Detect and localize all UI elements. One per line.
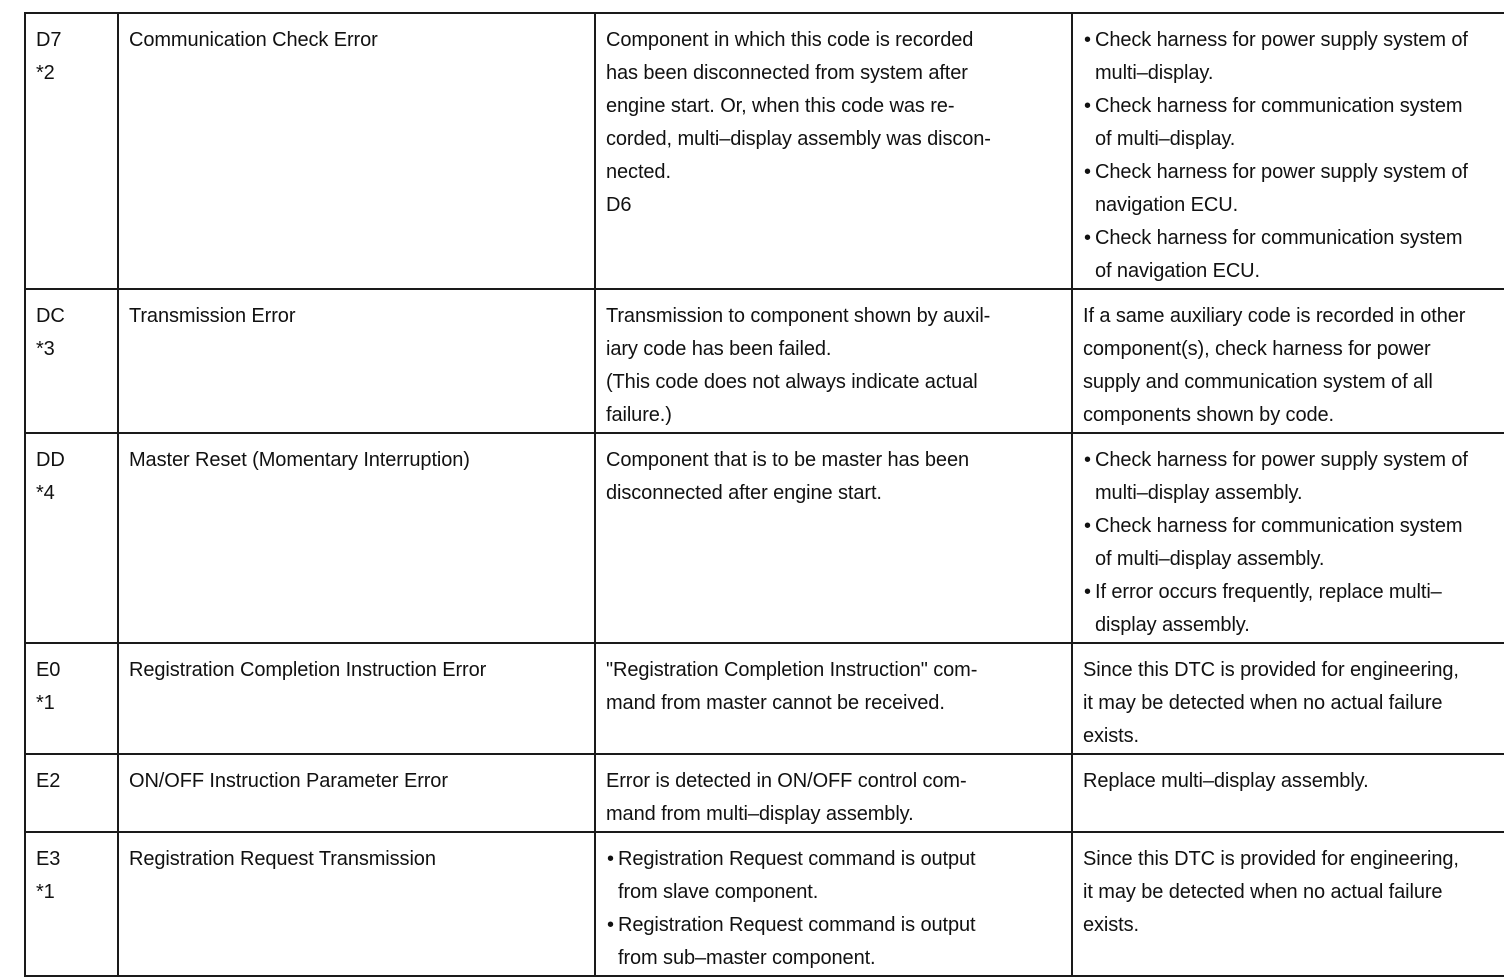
trouble-area-line: corded, multi–display assembly was discon- [606, 128, 991, 150]
remedy-line: Since this DTC is provided for engineering, [1083, 659, 1459, 681]
detection-item-cell [118, 754, 595, 832]
dtc-note: *1 [36, 881, 55, 903]
dtc-table-body [25, 13, 1504, 976]
remedy-line: of multi–display. [1095, 128, 1236, 150]
detection-item: Communication Check Error [129, 29, 378, 51]
remedy-line: Check harness for communication system [1095, 515, 1463, 537]
remedy-line: component(s), check harness for power [1083, 338, 1431, 360]
remedy-line: multi–display. [1095, 62, 1214, 84]
remedy-line: components shown by code. [1083, 404, 1334, 426]
dtc-table [24, 12, 1504, 977]
trouble-area-line: Registration Request command is output [618, 848, 976, 870]
remedy-line: exists. [1083, 725, 1139, 747]
dtc-code: E0 [36, 659, 61, 681]
detection-item: Registration Completion Instruction Error [129, 659, 487, 681]
dtc-code: DD [36, 449, 65, 471]
trouble-area-line: Component that is to be master has been [606, 449, 969, 471]
remedy-line: supply and communication system of all [1083, 371, 1433, 393]
trouble-area-line: disconnected after engine start. [606, 482, 882, 504]
dtc-note: *2 [36, 62, 55, 84]
detection-item-cell [118, 13, 595, 289]
dtc-code: E2 [36, 770, 61, 792]
remedy-line: it may be detected when no actual failure [1083, 881, 1443, 903]
remedy-bullet [1083, 510, 1504, 543]
remedy-line: of multi–display assembly. [1095, 548, 1325, 570]
trouble-area-line: iary code has been failed. [606, 338, 832, 360]
remedy-cell [1072, 754, 1504, 832]
bullet-icon: • [1084, 449, 1091, 471]
trouble-area-line: engine start. Or, when this code was re- [606, 95, 955, 117]
dtc-code-cell [25, 13, 118, 289]
trouble-area-line: mand from master cannot be received. [606, 692, 945, 714]
dtc-note: *1 [36, 692, 55, 714]
dtc-code-cell [25, 754, 118, 832]
trouble-area-cell [595, 433, 1072, 643]
remedy-line: multi–display assembly. [1095, 482, 1303, 504]
remedy-bullet [1083, 24, 1504, 57]
remedy-bullet [1083, 222, 1504, 255]
bullet-icon: • [607, 914, 614, 936]
detection-item: Transmission Error [129, 305, 296, 327]
bullet-icon: • [1084, 161, 1091, 183]
remedy-line: Check harness for communication system [1095, 227, 1463, 249]
trouble-area-line: Registration Request command is output [618, 914, 976, 936]
dtc-code: E3 [36, 848, 61, 870]
remedy-line: navigation ECU. [1095, 194, 1239, 216]
dtc-note: *3 [36, 338, 55, 360]
detection-item-cell [118, 433, 595, 643]
trouble-area-bullet [606, 909, 1061, 942]
remedy-cell [1072, 643, 1504, 754]
remedy-line: Check harness for power supply system of [1095, 449, 1468, 471]
remedy-line: If error occurs frequently, replace multi– [1095, 581, 1442, 603]
dtc-code: DC [36, 305, 65, 327]
remedy-line: Check harness for power supply system of [1095, 29, 1468, 51]
remedy-line: Replace multi–display assembly. [1083, 770, 1369, 792]
dtc-code-cell [25, 433, 118, 643]
bullet-icon: • [1084, 227, 1091, 249]
trouble-area-line: "Registration Completion Instruction" com- [606, 659, 978, 681]
remedy-cell [1072, 832, 1504, 976]
trouble-area-cell [595, 832, 1072, 976]
trouble-area-line: mand from multi–display assembly. [606, 803, 914, 825]
trouble-area-line: Component in which this code is recorded [606, 29, 974, 51]
remedy-line: Since this DTC is provided for engineering, [1083, 848, 1459, 870]
dtc-code-cell [25, 289, 118, 433]
remedy-line: Check harness for power supply system of [1095, 161, 1468, 183]
bullet-icon: • [1084, 581, 1091, 603]
trouble-area-line: from sub–master component. [618, 947, 876, 969]
bullet-icon: • [1084, 95, 1091, 117]
remedy-line: of navigation ECU. [1095, 260, 1260, 282]
remedy-line: it may be detected when no actual failure [1083, 692, 1443, 714]
table-row [25, 754, 1504, 832]
remedy-bullet [1083, 90, 1504, 123]
dtc-code-cell [25, 832, 118, 976]
detection-item: ON/OFF Instruction Parameter Error [129, 770, 448, 792]
trouble-area-line: nected. [606, 161, 671, 183]
trouble-area-cell [595, 643, 1072, 754]
bullet-icon: • [1084, 515, 1091, 537]
detection-item-cell [118, 289, 595, 433]
dtc-code-cell [25, 643, 118, 754]
detection-item-cell [118, 643, 595, 754]
bullet-icon: • [607, 848, 614, 870]
table-row [25, 289, 1504, 433]
trouble-area-cell [595, 289, 1072, 433]
remedy-line: If a same auxiliary code is recorded in other [1083, 305, 1466, 327]
trouble-area-line: failure.) [606, 404, 672, 426]
remedy-bullet [1083, 156, 1504, 189]
table-row [25, 433, 1504, 643]
remedy-bullet [1083, 576, 1504, 609]
table-row [25, 832, 1504, 976]
trouble-area-line: has been disconnected from system after [606, 62, 968, 84]
remedy-cell [1072, 13, 1504, 289]
remedy-cell [1072, 289, 1504, 433]
trouble-area-cell [595, 13, 1072, 289]
trouble-area-line: D6 [606, 194, 632, 216]
remedy-line: exists. [1083, 914, 1139, 936]
detection-item: Registration Request Transmission [129, 848, 436, 870]
remedy-cell [1072, 433, 1504, 643]
bullet-icon: • [1084, 29, 1091, 51]
detection-item-cell [118, 832, 595, 976]
trouble-area-bullet [606, 843, 1061, 876]
detection-item: Master Reset (Momentary Interruption) [129, 449, 470, 471]
remedy-bullet [1083, 444, 1504, 477]
trouble-area-line: Transmission to component shown by auxil- [606, 305, 991, 327]
trouble-area-line: from slave component. [618, 881, 819, 903]
table-row [25, 13, 1504, 289]
trouble-area-line: (This code does not always indicate actual [606, 371, 978, 393]
trouble-area-cell [595, 754, 1072, 832]
table-row [25, 643, 1504, 754]
remedy-line: Check harness for communication system [1095, 95, 1463, 117]
trouble-area-line: Error is detected in ON/OFF control com- [606, 770, 967, 792]
dtc-code: D7 [36, 29, 62, 51]
dtc-note: *4 [36, 482, 55, 504]
remedy-line: display assembly. [1095, 614, 1250, 636]
